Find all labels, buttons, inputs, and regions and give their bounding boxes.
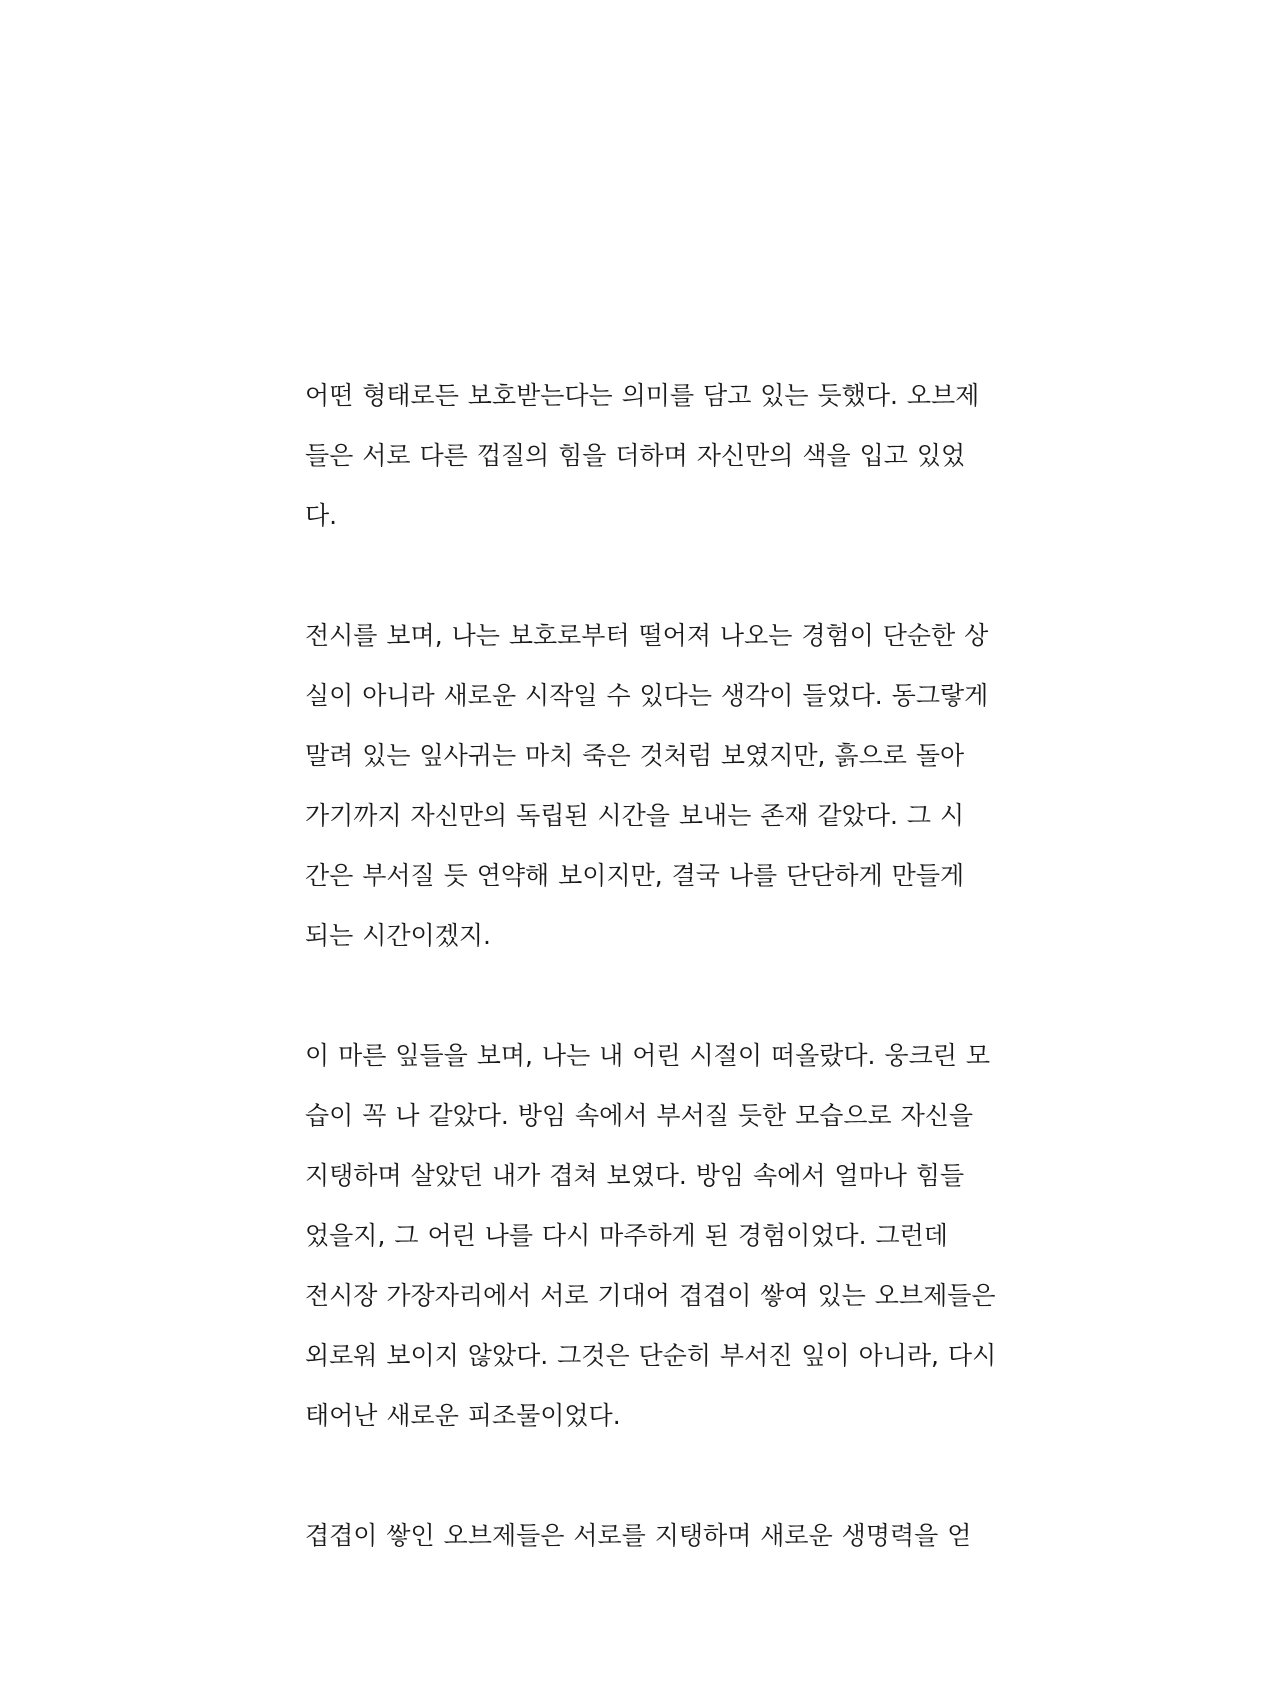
paragraph-spacer bbox=[305, 966, 975, 1026]
paragraph-2 bbox=[305, 606, 989, 966]
text-line: 겹겹이 쌓인 오브제들은 서로를 지탱하며 새로운 생명력을 얻 bbox=[305, 1521, 972, 1550]
text-line: 다. bbox=[305, 501, 338, 530]
text-line: 간은 부서질 듯 연약해 보이지만, 결국 나를 단단하게 만들게 bbox=[305, 861, 965, 890]
text-line: 전시장 가장자리에서 서로 기대어 겹겹이 쌓여 있는 오브제들은 bbox=[305, 1281, 996, 1310]
text-line: 지탱하며 살았던 내가 겹쳐 보였다. 방임 속에서 얼마나 힘들 bbox=[305, 1161, 965, 1190]
text-line: 태어난 새로운 피조물이었다. bbox=[305, 1401, 621, 1430]
text-line: 습이 꼭 나 같았다. 방임 속에서 부서질 듯한 모습으로 자신을 bbox=[305, 1101, 974, 1130]
text-line: 이 마른 잎들을 보며, 나는 내 어린 시절이 떠올랐다. 웅크린 모 bbox=[305, 1041, 990, 1070]
text-line: 실이 아니라 새로운 시작일 수 있다는 생각이 들었다. 동그랗게 bbox=[305, 681, 989, 710]
paragraph-spacer bbox=[305, 1446, 975, 1506]
paragraph-4 bbox=[305, 1506, 975, 1566]
text-line: 어떤 형태로든 보호받는다는 의미를 담고 있는 듯했다. 오브제 bbox=[305, 381, 980, 410]
text-line: 가기까지 자신만의 독립된 시간을 보내는 존재 같았다. 그 시 bbox=[305, 801, 965, 830]
text-line: 들은 서로 다른 껍질의 힘을 더하며 자신만의 색을 입고 있었 bbox=[305, 441, 966, 470]
text-line: 었을지, 그 어린 나를 다시 마주하게 된 경험이었다. 그런데 bbox=[305, 1221, 948, 1250]
paragraph-1 bbox=[305, 366, 980, 546]
paragraph-3 bbox=[305, 1026, 997, 1446]
body-text bbox=[305, 366, 997, 1566]
text-line: 전시를 보며, 나는 보호로부터 떨어져 나오는 경험이 단순한 상 bbox=[305, 621, 989, 650]
text-line: 외로워 보이지 않았다. 그것은 단순히 부서진 잎이 아니라, 다시 bbox=[305, 1341, 997, 1370]
text-line: 되는 시간이겠지. bbox=[305, 921, 491, 950]
paragraph-spacer bbox=[305, 546, 975, 606]
text-line: 말려 있는 잎사귀는 마치 죽은 것처럼 보였지만, 흙으로 돌아 bbox=[305, 741, 965, 770]
